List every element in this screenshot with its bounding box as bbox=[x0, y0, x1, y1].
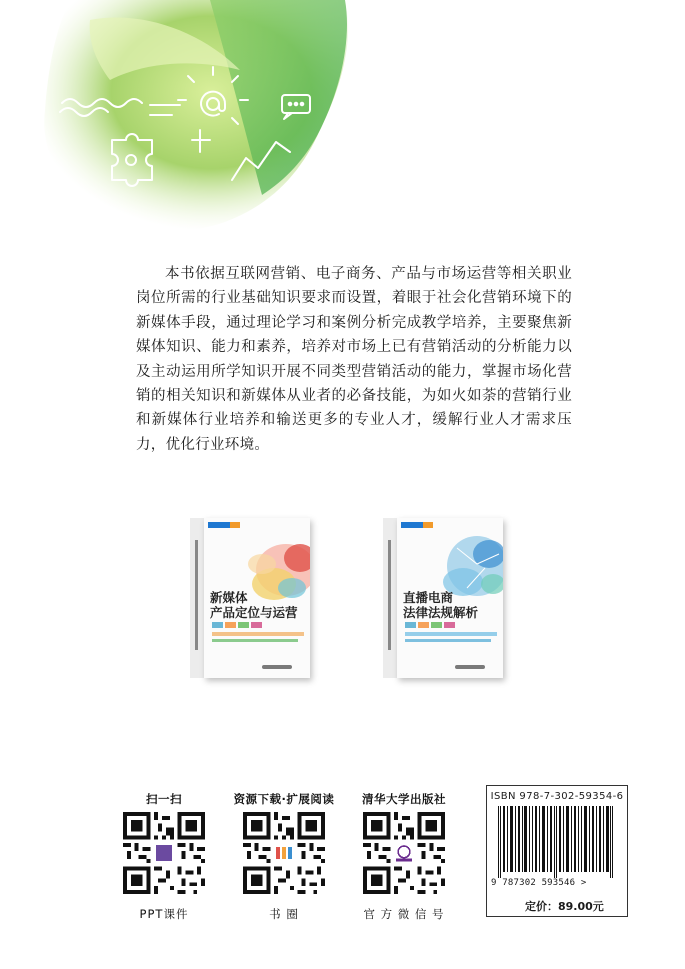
qr-1-bottom-label: PPT课件 bbox=[139, 907, 189, 921]
qr-3-top-label: 清华大学出版社 bbox=[362, 792, 446, 806]
barcode-digits: 9 787302 593546 > bbox=[491, 878, 587, 888]
isbn-text: ISBN 978-7-302-59354-6 bbox=[490, 791, 624, 802]
qr-code-ppt[interactable] bbox=[123, 812, 205, 894]
qr-3-bottom-label: 官 方 微 信 号 bbox=[363, 907, 445, 921]
barcode bbox=[496, 806, 616, 878]
book-2-title bbox=[403, 590, 499, 620]
qr-2-top-label: 资源下载·扩展阅读 bbox=[233, 792, 335, 806]
qr-1-top-label: 扫一扫 bbox=[146, 792, 182, 806]
book-1-title bbox=[210, 590, 306, 620]
qr-code-shuquan[interactable] bbox=[243, 812, 325, 894]
book-1-title-line2: 产品定位与运营 bbox=[210, 605, 298, 620]
decorative-splash bbox=[0, 0, 420, 250]
book-2-title-line2: 法律法规解析 bbox=[403, 605, 479, 620]
book-2-title-line1: 直播电商 bbox=[403, 590, 454, 605]
qr-code-wechat[interactable] bbox=[363, 812, 445, 894]
book-1-title-line1: 新媒体 bbox=[210, 590, 248, 605]
book-cover-1 bbox=[190, 518, 310, 678]
price-label: 定价：89.00元 bbox=[525, 900, 604, 913]
book-description: 本书依据互联网营销、电子商务、产品与市场运营等相关职业岗位所需的行业基础知识要求而设置，着眼于社会化营销环境下的新媒体手段，通过理论学习和案例分析完成教学培养，主要聚焦新媒体知识、能力和素养，培养对市场上已有营销活动的分析能力以及主动运用所学知识开展不同类型营销活动的能力，掌握市场化营销的相关知识和新媒体从业者的必备技能，为如火如荼的营销行业和新媒体行业培养和输送更多的专业人才，缓解行业人才需求压力，优化行业环境。 bbox=[136, 266, 572, 453]
book-cover-2 bbox=[383, 518, 503, 678]
qr-2-bottom-label: 书 圈 bbox=[269, 907, 299, 921]
